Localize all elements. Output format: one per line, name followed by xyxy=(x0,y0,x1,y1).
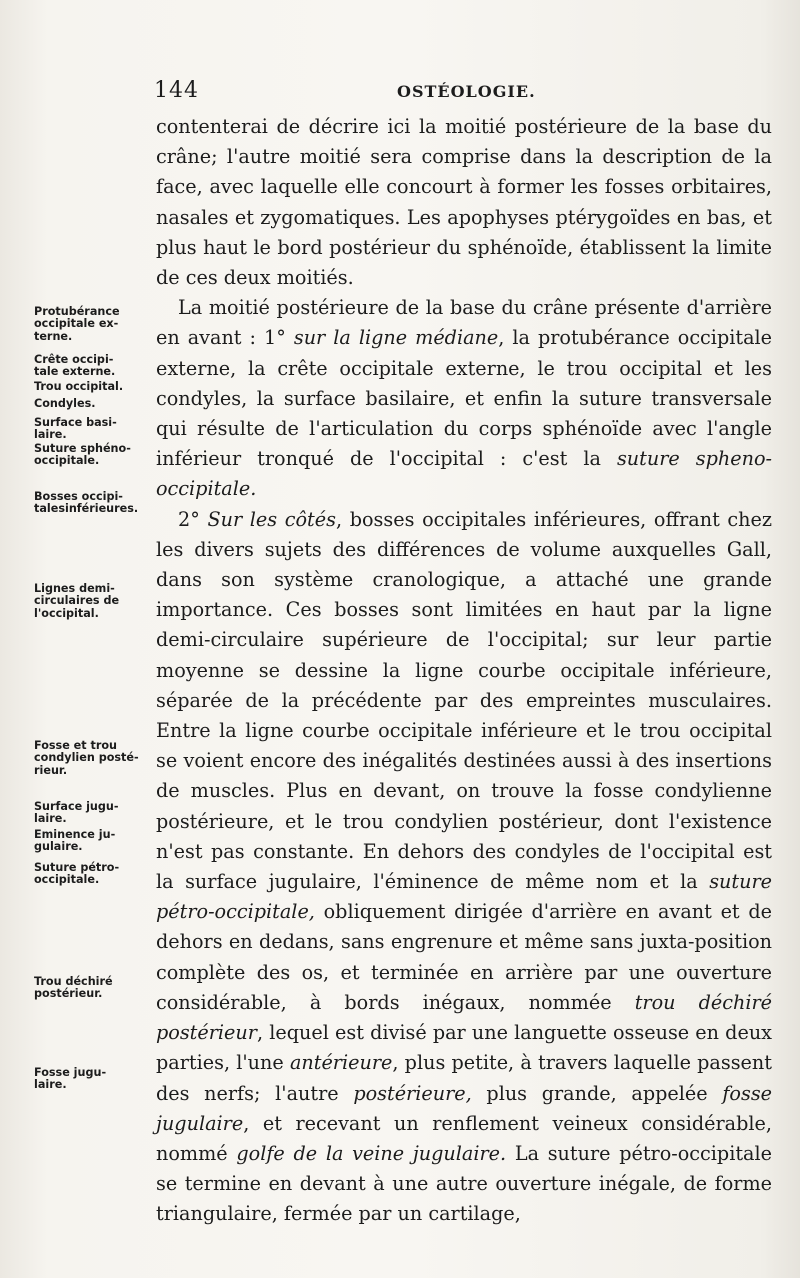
italic-run: Sur les côtés xyxy=(207,507,336,531)
margin-note-line: circulaires de xyxy=(34,594,120,608)
text-run: obliquement dirigée d'arrière en avant et de dehors en dedans, sans engrenure et même sans juxta-position complète des os, et terminée en arrière par une ouverture considérable, à bords inégaux, nommée xyxy=(156,900,772,1014)
margin-note xyxy=(34,443,152,468)
text-run: La suture pétro-occipitale se termine en devant à une autre ouverture inégale, de forme triangulaire, fermée par un cartilage, xyxy=(156,1141,772,1226)
body-text xyxy=(156,112,772,1230)
margin-note-line: Eminence ju- xyxy=(34,828,116,841)
margin-note-line: Suture sphéno- xyxy=(34,442,131,455)
italic-run: golfe de la veine jugulaire. xyxy=(236,1141,507,1165)
margin-note-line: occipitale. xyxy=(34,873,100,887)
text-run: , lequel est divisé par une languette osseuse en deux parties, l'une xyxy=(156,1021,772,1075)
text-run: contenterai de décrire ici la moitié postérieure de la base du crâne; l'autre moitié sera comprise dans la description de la face, avec laquelle elle concourt à former les fosses orbitaires, nasales et zygomatiques. Les apophyses ptérygoïdes en bas, et plus haut le bord postérieur du sphénoïde, établissent la limite de ces deux moitiés. xyxy=(156,115,772,290)
margin-note xyxy=(34,976,152,1001)
margin-note-line: Fosse jugu- xyxy=(34,1066,107,1079)
margin-note-line: condylien posté- xyxy=(34,751,139,765)
margin-note-line: Lignes demi- xyxy=(34,582,115,595)
margin-note-line: tale externe. xyxy=(34,365,116,379)
italic-run: suture spheno-occipitale. xyxy=(156,447,772,501)
italic-run: fosse jugulaire xyxy=(156,1081,773,1135)
margin-note-line: Trou occipital. xyxy=(34,380,124,393)
margin-note-line: Suture pétro- xyxy=(34,861,120,874)
text-run: , bosses occipitales inférieures, offrant chez les divers sujets des différences de volume auxquelles Gall, dans son système cranologique, a attaché une grande importance. Ces bosses sont limitées en haut par la ligne demi-circulaire supérieure de l'occipital; sur leur partie moyenne se dessine la ligne courbe occipitale inférieure, séparée de la précédente par des empreintes musculaires. Entre la ligne courbe occipitale inférieure et le trou occipital se voient encore des inégalités destinées aussi à des insertions de muscles. Plus en devant, on trouve la fosse condylienne postérieure, et le trou condylien postérieur, dont l'existence n'est pas constante. En dehors des condyles de l'occipital est la surface jugulaire, l'éminence de même nom et la xyxy=(156,507,772,894)
margin-note-line: l'occipital. xyxy=(34,606,99,620)
margin-note-line: Protubérance xyxy=(34,305,120,318)
margin-note-line: occipitale. xyxy=(34,454,100,468)
margin-note-line: Bosses occipi- xyxy=(34,490,123,503)
margin-note xyxy=(34,381,152,393)
margin-note xyxy=(34,801,152,826)
text-run: , la protubérance occipitale externe, la crête occipitale externe, le trou occipital et les condyles, la surface basilaire, et enfin la suture transversale qui résulte de l'articulation du corps sphénoïde avec l'angle inférieur tronqué de l'occipital : c'est la xyxy=(156,326,773,471)
italic-run: sur la ligne médiane xyxy=(293,326,499,350)
margin-note-line: Trou déchiré xyxy=(34,975,113,988)
italic-run: trou déchiré postérieur xyxy=(156,990,772,1045)
margin-note-line: Crête occipi- xyxy=(34,353,114,366)
margin-note-line: laire. xyxy=(34,812,67,826)
page-number: 144 xyxy=(154,78,199,103)
margin-note xyxy=(34,417,152,442)
margin-note xyxy=(34,1067,152,1092)
italic-run: suture pétro-occipitale, xyxy=(156,870,772,924)
paragraph xyxy=(156,293,772,504)
paragraph xyxy=(156,505,772,1230)
margin-note-line: laire. xyxy=(34,1078,67,1092)
margin-note-line: occipitale ex- xyxy=(34,317,119,331)
margin-note-line: postérieur. xyxy=(34,987,103,1001)
page-header xyxy=(152,78,772,108)
margin-note-line: gulaire. xyxy=(34,840,83,854)
margin-note xyxy=(34,354,152,379)
margin-note-line: terne. xyxy=(34,329,73,343)
italic-run: postérieure, xyxy=(353,1081,472,1105)
margin-note xyxy=(34,740,152,777)
margin-note-line: Surface jugu- xyxy=(34,800,119,813)
margin-note-line: Surface basi- xyxy=(34,416,117,429)
margin-note-line: Condyles. xyxy=(34,397,96,410)
margin-note xyxy=(34,829,152,854)
margin-note xyxy=(34,583,152,620)
text-run: , plus petite, à travers laquelle passent des nerfs; l'autre xyxy=(156,1051,772,1105)
running-head: OSTÉOLOGIE. xyxy=(397,82,536,101)
margin-note xyxy=(34,398,152,410)
margin-note-line: talesinférieures. xyxy=(34,502,139,516)
text-run: La moitié postérieure de la base du crâne présente d'arrière en avant : 1° xyxy=(156,296,772,350)
margin-note-line: Fosse et trou xyxy=(34,739,118,752)
text-run: plus grande, appelée xyxy=(471,1081,723,1105)
text-run: 2° xyxy=(178,507,208,531)
margin-note-line: rieur. xyxy=(34,763,68,777)
paragraph xyxy=(156,112,772,293)
margin-note xyxy=(34,491,152,516)
margin-note xyxy=(34,862,152,887)
margin-note xyxy=(34,306,152,343)
margin-note-line: laire. xyxy=(34,428,67,442)
text-run: , et recevant un renflement veineux considérable, nommé xyxy=(156,1111,772,1165)
italic-run: antérieure xyxy=(289,1051,393,1075)
